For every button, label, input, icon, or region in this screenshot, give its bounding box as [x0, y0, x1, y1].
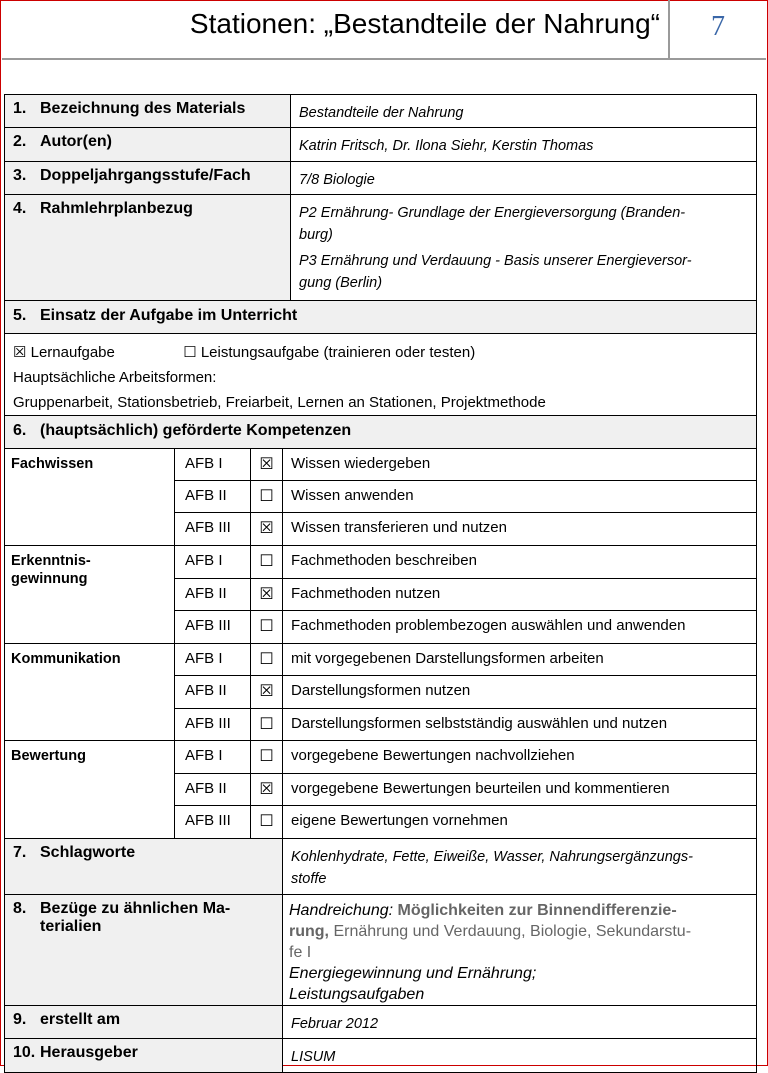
kompetenz-row: AFB II ☒ Fachmethoden nutzen: [5, 579, 757, 611]
row-4: [5, 195, 757, 301]
row-8-value: Handreichung: Möglichkeiten zur Binnendifferenzie- rung, Ernährung und Verdauung, Biologie, Sekundarstu- fe I Energiegewinnung und Ernährung; Leistungsaufgaben: [283, 895, 757, 1006]
area-erkenntnisgewinnung: Erkenntnis- gewinnung: [5, 546, 175, 644]
material-table: [4, 94, 757, 1073]
row-1: [5, 95, 757, 128]
kompetenz-row: AFB II ☐ Wissen anwenden: [5, 481, 757, 513]
row-9-value: Februar 2012: [283, 1006, 757, 1039]
afb-checkbox[interactable]: ☐: [251, 611, 283, 644]
row-7-label: 7. Schlagworte: [5, 839, 283, 895]
kompetenz-row: AFB III ☐ eigene Bewertungen vornehmen: [5, 806, 757, 839]
einsatz-content: [5, 334, 757, 416]
row-3: [5, 162, 757, 195]
row-2-value: Katrin Fritsch, Dr. Ilona Siehr, Kerstin Thomas: [291, 128, 757, 162]
kompetenz-row: AFB II ☒ vorgegebene Bewertungen beurteilen und kommentieren: [5, 774, 757, 806]
row-6-label: 6. (hauptsächlich) geförderte Kompetenzen: [5, 416, 757, 449]
row-3-value: 7/8 Biologie: [291, 162, 757, 195]
row-7: [5, 839, 757, 895]
header: [2, 0, 670, 60]
row-4-label: 4. Rahmlehrplanbezug: [5, 195, 291, 301]
row-10-value: LISUM: [283, 1039, 757, 1073]
row-2: [5, 128, 757, 162]
row-8: [5, 895, 757, 1006]
kompetenz-row: Erkenntnis- gewinnung AFB I ☐ Fachmethoden beschreiben: [5, 546, 757, 579]
area-kommunikation: Kommunikation: [5, 644, 175, 741]
row-8-label: 8. Bezüge zu ähnlichen Ma- terialien: [5, 895, 283, 1006]
row-9-label: 9. erstellt am: [5, 1006, 283, 1039]
area-fachwissen: Fachwissen: [5, 449, 175, 546]
afb-checkbox[interactable]: ☒: [251, 676, 283, 709]
arbeitsformen-value: Gruppenarbeit, Stationsbetrieb, Freiarbeit, Lernen an Stationen, Projektmethode: [13, 394, 546, 411]
afb-checkbox[interactable]: ☒: [251, 513, 283, 546]
page-title: Stationen: „Bestandteile der Nahrung“: [189, 8, 660, 39]
row-1-value: Bestandteile der Nahrung: [291, 95, 757, 128]
row-5-label: 5. Einsatz der Aufgabe im Unterricht: [5, 301, 757, 334]
kompetenz-row: Kommunikation AFB I ☐ mit vorgegebenen Darstellungsformen arbeiten: [5, 644, 757, 676]
kompetenz-row: AFB II ☒ Darstellungsformen nutzen: [5, 676, 757, 709]
row-1-label: 1. Bezeichnung des Materials: [5, 95, 291, 128]
lernaufgabe-checkbox[interactable]: ☒: [13, 344, 27, 361]
arbeitsformen-label: Hauptsächliche Arbeitsformen:: [13, 369, 217, 386]
afb-checkbox[interactable]: ☐: [251, 546, 283, 579]
kompetenz-row: Fachwissen AFB I ☒ Wissen wiedergeben: [5, 449, 757, 481]
afb-checkbox[interactable]: ☒: [251, 579, 283, 611]
kompetenz-row: AFB III ☐ Fachmethoden problembezogen auswählen und anwenden: [5, 611, 757, 644]
row-7-value: Kohlenhydrate, Fette, Eiweiße, Wasser, Nahrungsergänzungs- stoffe: [283, 839, 757, 895]
row-10: [5, 1039, 757, 1073]
afb-checkbox[interactable]: ☐: [251, 644, 283, 676]
afb-checkbox[interactable]: ☐: [251, 709, 283, 741]
lernaufgabe-label: Lernaufgabe: [30, 344, 115, 361]
kompetenz-row: AFB III ☒ Wissen transferieren und nutzen: [5, 513, 757, 546]
row-5-heading: [5, 301, 757, 334]
row-4-value: P2 Ernährung- Grundlage der Energieversorgung (Branden- burg) P3 Ernährung und Verdauung - Basis unserer Energieversor- gung (Berlin): [291, 195, 757, 301]
row-6-heading: [5, 416, 757, 449]
row-3-label: 3. Doppeljahrgangsstufe/Fach: [5, 162, 291, 195]
page-number: 7: [670, 0, 766, 60]
afb-checkbox[interactable]: ☐: [251, 806, 283, 839]
row-2-label: 2. Autor(en): [5, 128, 291, 162]
afb-checkbox[interactable]: ☐: [251, 741, 283, 774]
area-bewertung: Bewertung: [5, 741, 175, 839]
leistungsaufgabe-checkbox[interactable]: ☐: [183, 344, 197, 361]
kompetenz-row: AFB III ☐ Darstellungsformen selbstständig auswählen und nutzen: [5, 709, 757, 741]
row-5-body: [5, 334, 757, 416]
kompetenz-row: Bewertung AFB I ☐ vorgegebene Bewertungen nachvollziehen: [5, 741, 757, 774]
afb-checkbox[interactable]: ☐: [251, 481, 283, 513]
afb-checkbox[interactable]: ☒: [251, 774, 283, 806]
row-9: [5, 1006, 757, 1039]
afb-checkbox[interactable]: ☒: [251, 449, 283, 481]
row-10-label: 10. Herausgeber: [5, 1039, 283, 1073]
leistungsaufgabe-label: Leistungsaufgabe (trainieren oder testen): [200, 344, 476, 361]
